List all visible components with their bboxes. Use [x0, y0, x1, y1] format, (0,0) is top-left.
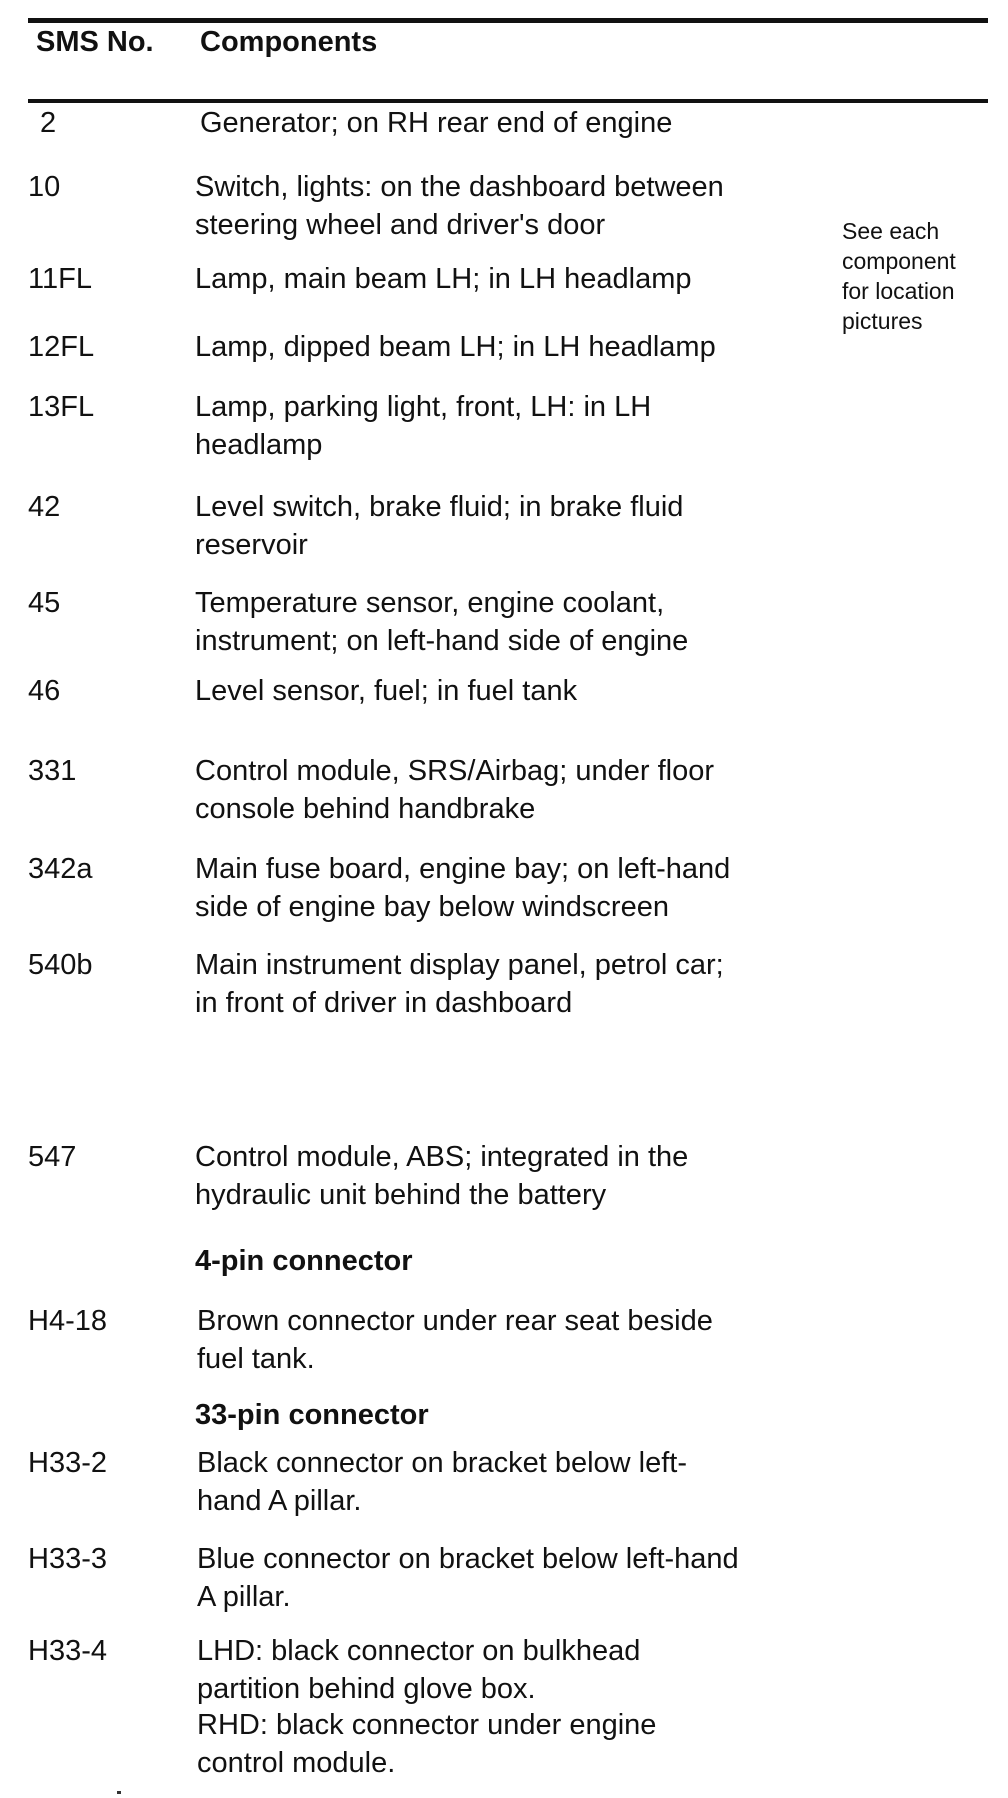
description-line: headlamp	[195, 429, 323, 461]
component-description	[195, 488, 683, 564]
component-description	[195, 672, 577, 710]
component-description	[195, 850, 730, 926]
description-line: RHD: black connector under engine	[197, 1709, 657, 1741]
description-line: Brown connector under rear seat beside	[197, 1305, 713, 1337]
component-description	[200, 104, 672, 142]
description-line: Switch, lights: on the dashboard between	[195, 171, 724, 203]
description-line: Control module, ABS; integrated in the	[195, 1141, 689, 1173]
sms-number: 547	[28, 1141, 77, 1173]
sms-number: 540b	[28, 949, 93, 981]
side-note-line: for location	[842, 278, 955, 304]
side-note	[842, 216, 956, 336]
column-header-sms-no: SMS No.	[36, 26, 154, 58]
description-line: Main instrument display panel, petrol car;	[195, 949, 724, 981]
description-line: control module.	[197, 1747, 396, 1779]
description-line: Control module, SRS/Airbag; under floor	[195, 755, 715, 787]
description-line: Level sensor, fuel; in fuel tank	[195, 675, 578, 707]
description-line: hydraulic unit behind the battery	[195, 1179, 607, 1211]
component-description-extra	[197, 1706, 656, 1782]
header-top-rule	[28, 18, 988, 23]
component-description	[195, 946, 724, 1022]
sms-number: 13FL	[28, 391, 95, 423]
component-description	[195, 1138, 688, 1214]
sms-number: 2	[40, 107, 57, 139]
sms-number: 342a	[28, 853, 93, 885]
header-bottom-rule	[28, 99, 988, 103]
component-description	[195, 328, 716, 366]
component-description	[197, 1444, 687, 1520]
sms-number: 45	[28, 587, 61, 619]
description-line: hand A pillar.	[197, 1485, 362, 1517]
subheading-4-pin-connector: 4-pin connector	[195, 1245, 413, 1277]
component-description	[195, 168, 724, 244]
component-description	[195, 584, 688, 660]
description-line: console behind handbrake	[195, 793, 536, 825]
description-line: Level switch, brake fluid; in brake fluid	[195, 491, 684, 523]
description-line: Blue connector on bracket below left-hand	[197, 1543, 739, 1575]
component-description	[195, 388, 651, 464]
description-line: Main fuse board, engine bay; on left-hand	[195, 853, 731, 885]
sms-number: H33-4	[28, 1635, 107, 1667]
description-line: partition behind glove box.	[197, 1673, 536, 1705]
sms-number: H33-3	[28, 1543, 107, 1575]
description-line: LHD: black connector on bulkhead	[197, 1635, 641, 1667]
column-header-components: Components	[200, 26, 378, 58]
sms-number: 12FL	[28, 331, 95, 363]
description-line: Black connector on bracket below left-	[197, 1447, 688, 1479]
description-line: Lamp, main beam LH; in LH headlamp	[195, 263, 692, 295]
component-description	[195, 752, 714, 828]
sms-number: 46	[28, 675, 61, 707]
component-description	[195, 260, 691, 298]
component-description	[197, 1632, 640, 1708]
sms-number: 42	[28, 491, 61, 523]
description-line: Lamp, parking light, front, LH: in LH	[195, 391, 652, 423]
description-line: Generator; on RH rear end of engine	[200, 107, 673, 139]
description-line: instrument; on left-hand side of engine	[195, 625, 689, 657]
description-line: fuel tank.	[197, 1343, 315, 1375]
sms-number: 11FL	[28, 263, 92, 295]
side-note-line: component	[842, 248, 956, 274]
sms-number: H4-18	[28, 1305, 107, 1337]
sms-number: 331	[28, 755, 77, 787]
description-line: Lamp, dipped beam LH; in LH headlamp	[195, 331, 716, 363]
description-line: steering wheel and driver's door	[195, 209, 606, 241]
component-description	[197, 1302, 713, 1378]
scan-mark	[117, 1791, 121, 1794]
sms-number: H33-2	[28, 1447, 107, 1479]
component-description	[197, 1540, 739, 1616]
description-line: A pillar.	[197, 1581, 291, 1613]
side-note-line: See each	[842, 218, 940, 244]
description-line: in front of driver in dashboard	[195, 987, 573, 1019]
description-line: reservoir	[195, 529, 308, 561]
subheading-33-pin-connector: 33-pin connector	[195, 1399, 429, 1431]
sms-number: 10	[28, 171, 61, 203]
side-note-line: pictures	[842, 308, 923, 334]
description-line: Temperature sensor, engine coolant,	[195, 587, 665, 619]
description-line: side of engine bay below windscreen	[195, 891, 669, 923]
